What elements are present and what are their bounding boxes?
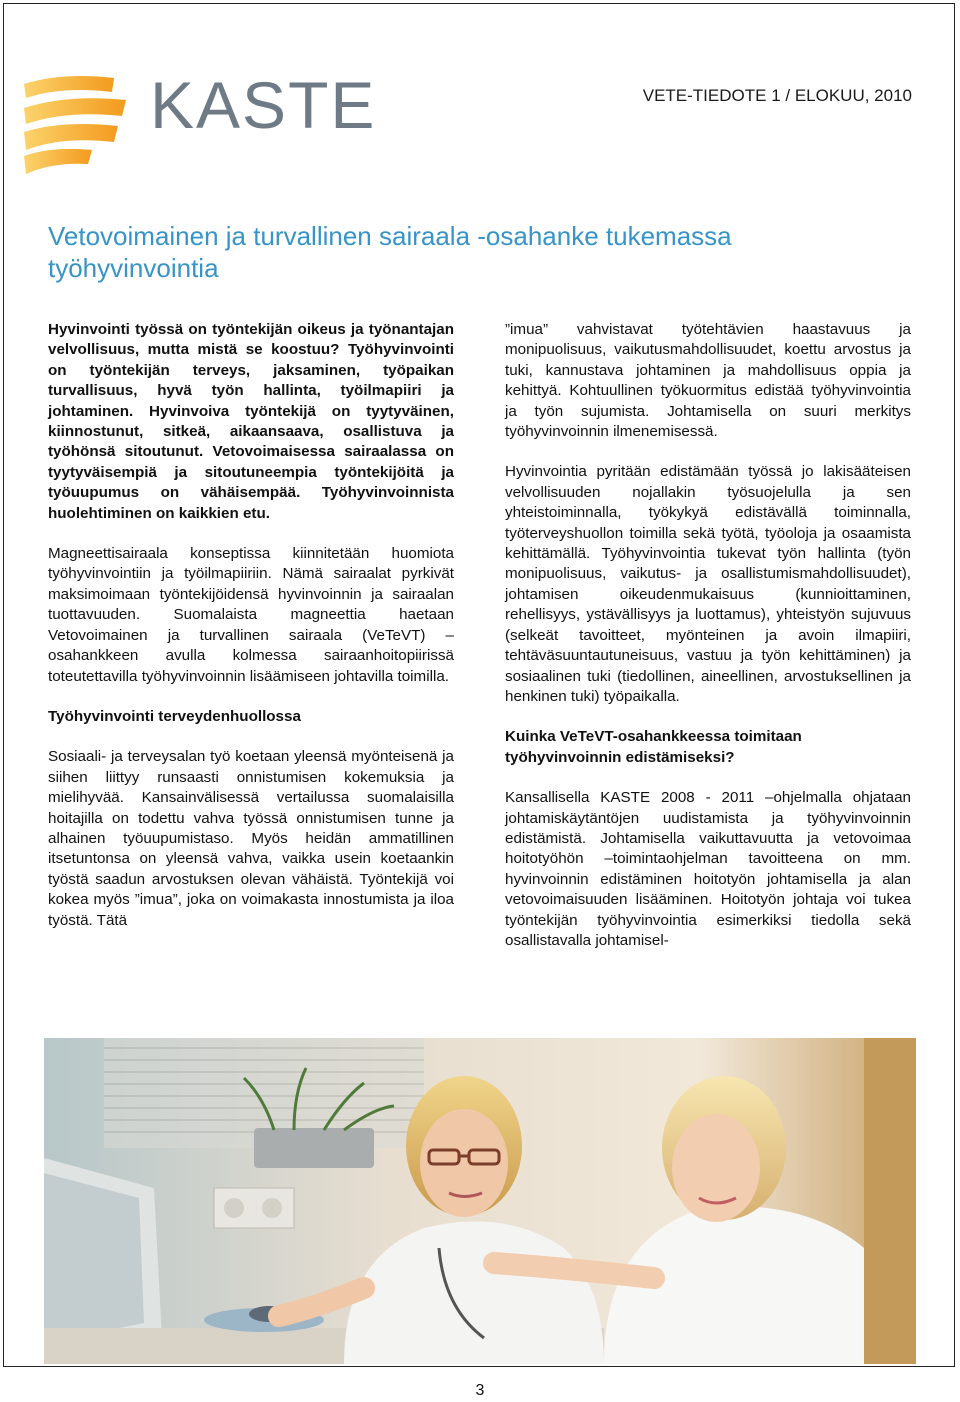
section-heading: Kuinka VeTeVT-osahankkeessa toimitaan työhyvinvoinnin edistämiseksi? [505,728,802,766]
lead-paragraph: Hyvinvointi työssä on työntekijän oikeus ja työnantajan velvollisuus, mutta mistä se koostuu? Työhyvinvointi on työntekijän terveys, jaksaminen, työpaikan turvallisuus, hyvä työn hallinta, työilmapiiri ja johtaminen. Hyvinvoiva työntekijä on tyytyväinen, kiinnostunut, sitkeä, aikaansaava, osallistuva ja työhönsä sitoutunut. Vetovoimaisessa sairaalassa on tyytyväisempiä ja sitoutuneempia työntekijöitä ja työuupumus on vähäisempää. Työhyvinvoinnista huolehtiminen on kaikkien etu. [48,321,454,522]
nurses-photo [44,1038,916,1364]
page-number: 3 [475,1382,485,1399]
paragraph: ”imua” vahvistavat työtehtävien haastavuus ja monipuolisuus, vaikutusmahdollisuudet, koettu arvostus ja tuki, kannustava johtaminen ja mahdollisuus oppia ja kehittyä. Kohtuullinen työkuormitus edistää työhyvinvointia ja työn sujumista. Johtamisella on suuri merkitys työhyvinvoinnin ilmenemisessä. [505,321,911,441]
right-column [505,320,911,971]
logo-wordmark: KASTE [150,68,377,142]
paragraph: Kansallisella KASTE 2008 - 2011 –ohjelmalla ohjataan johtamiskäytäntöjen uudistamista ja työhyvinvoinnin edistämistä. Johtamisella vaikuttavuutta ja vetovoimaa hoitotyöhön –toimintaohjelman tavoitteena on mm. hyvinvoinnin edistäminen hoitotyön johtamisella ja alan vetovoimaisuuden lisääminen. Hoitotyön johtaja voi tukea työntekijän työhyvinvointia esimerkiksi tiedolla sekä osallistavalla johtamisel- [505,789,911,949]
paragraph: Magneettisairaala konseptissa kiinnitetään huomiota työhyvinvointiin ja työilmapiiriin. Nämä sairaalat pyrkivät maksimoimaan työntekijöidensä hyvinvoinnin ja sairaalan tuottavuuden. Suomalaista magneettia haetaan Vetovoimainen ja turvallinen sairaala (VeTeVT) –osahankkeen avulla kolmessa sairaanhoitopiirissä toteutettavilla työhyvinvoinnin lisäämiseen johtavilla toimilla. [48,545,454,685]
left-column [48,320,454,951]
page-title: Vetovoimainen ja turvallinen sairaala -osahanke tukemassa työhyvinvointia [48,221,732,283]
paragraph: Sosiaali- ja terveysalan työ koetaan yleensä myönteisenä ja siihen liittyy runsaasti onnistumisen kokemuksia ja mielihyvää. Kansainvälisessä vertailussa suomalaisilla hoitajilla on todettu vahva työssä onnistumisen tunne ja alhainen työuupumistaso. Myös heidän ammatillinen itsetuntonsa on yleensä vahva, vaikka usein koetaankin työstä saadun arvostuksen olevan vähäistä. Työntekijä voi kokea myös ”imua”, joka on voimakasta innostumista ja iloa työstä. Tätä [48,748,454,929]
issue-label: VETE-TIEDOTE 1 / ELOKUU, 2010 [642,86,912,105]
photo-illustration [44,1038,916,1364]
paragraph: Hyvinvointia pyritään edistämään työssä jo lakisääteisen velvollisuuden nojallakin työsuojelulla ja sen yhteistoiminnalla, työkykyä edistävällä toiminnalla, työterveyshuollon toimilla sekä työtä, työoloja ja osaamista kehittämällä. Työhyvinvointia tukevat työn hallinta (työn monipuolisuus, vaikutus- ja osallistumismahdollisuudet), johtamisen oikeudenmukaisuus (kunnioittaminen, rehellisyys, ystävällisyys ja luottamus), yhteistyön sujuvuus (selkeät tavoitteet, myönteinen ja avoin ilmapiiri, tehtäväsuuntautuneisuus, vastuu ja työn kehittäminen) ja sosiaalinen tuki (tiedollinen, aineellinen, arvostuksellinen ja henkinen tuki) työpaikalla. [505,463,911,705]
section-heading: Työhyvinvointi terveydenhuollossa [48,707,301,725]
kaste-logo-mark-icon [22,70,162,180]
